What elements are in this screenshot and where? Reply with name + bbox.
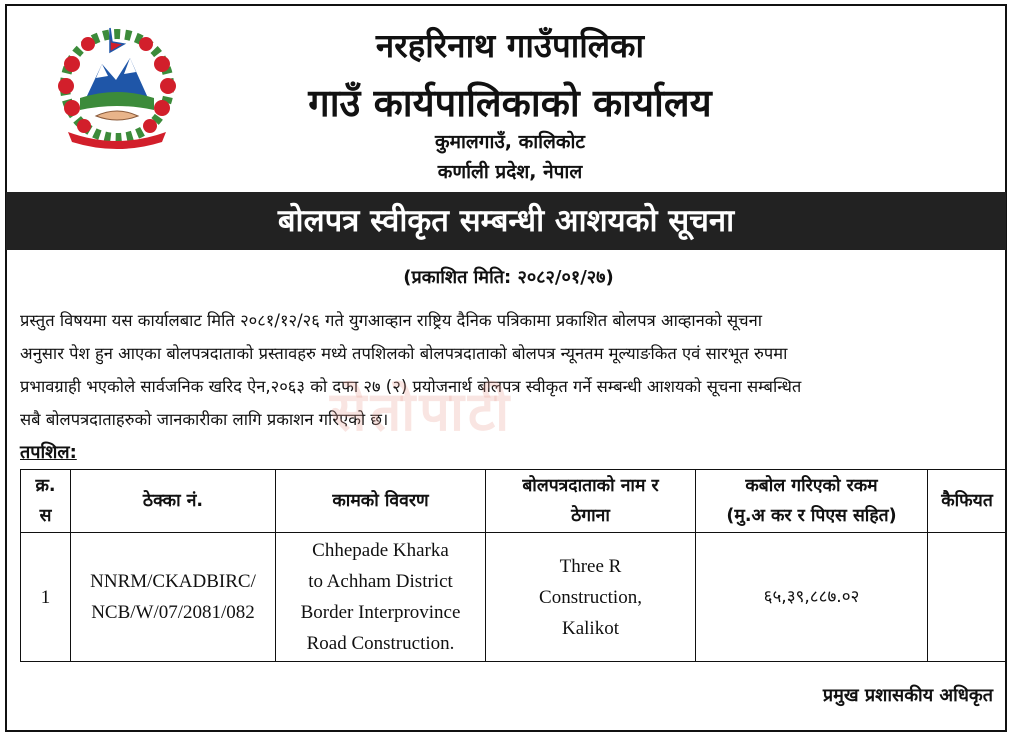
body-line: प्रस्तुत विषयमा यस कार्यालबाट मिति २०८१/१२/२६ गते युगआव्हान राष्ट्रिय दैनिक पत्रिकामा प्रकाशित बोलपत्र आव्हानको सूचना [20,311,763,330]
col-header-work-description: कामको विवरण [276,470,486,533]
col-header-bidder: बोलपत्रदाताको नाम र ठेगाना [486,470,696,533]
office-province: कर्णाली प्रदेश, नेपाल [437,161,583,183]
table-header-row [21,470,1007,533]
body-line: प्रभावग्राही भएकोले सार्वजनिक खरिद ऐन,२०६३ को दफा २७ (२) प्रयोजनार्थ बोलपत्र स्वीकृत गर्ने सम्बन्धी आशयको सूचना सम्बन्धित [20,377,802,396]
col-header-amount: कबोल गरिएको रकम (मु.अ कर र पिएस सहित) [696,470,928,533]
cell-bidder: Three R Construction, Kalikot [486,533,696,662]
published-date: (प्रकाशित मिति: २०८२/०१/२७) [403,267,614,288]
col-header-remarks: कैफियत [928,470,1007,533]
nepal-emblem-icon [44,24,190,152]
section-label: तपशिल: [20,442,77,463]
cell-amount: ६५,३९,८८७.०२ [696,533,928,662]
cell-contract-no: NNRM/CKADBIRC/ NCB/W/07/2081/082 [71,533,276,662]
body-line: सबै बोलपत्रदाताहरुको जानकारीका लागि प्रकाशन गरिएको छ। [20,410,389,429]
cell-remarks [928,533,1007,662]
office-address: कुमालगाउँ, कालिकोट [434,131,586,153]
notice-title: बोलपत्र स्वीकृत सम्बन्धी आशयको सूचना [6,192,1006,250]
body-line: अनुसार पेश हुन आएका बोलपत्रदाताको प्रस्तावहरु मध्ये तपशिलको बोलपत्रदाताको बोलपत्र न्यूनतम मूल्याङकित एवं सारभूत रुपमा [20,344,788,363]
cell-work-description: Chhepade Kharka to Achham District Border Interprovince Road Construction. [276,533,486,662]
watermark: सेतोपाटी [330,380,514,443]
office-name: नरहरिनाथ गाउँपालिका [375,26,645,65]
office-title: गाउँ कार्यपालिकाको कार्यालय [308,81,712,125]
col-header-sn: क्र. स [21,470,71,533]
cell-sn: 1 [21,533,71,662]
col-header-contract-no: ठेक्का नं. [71,470,276,533]
table-row [21,533,1007,662]
signature: प्रमुख प्रशासकीय अधिकृत [822,685,993,706]
details-table [20,469,1007,662]
